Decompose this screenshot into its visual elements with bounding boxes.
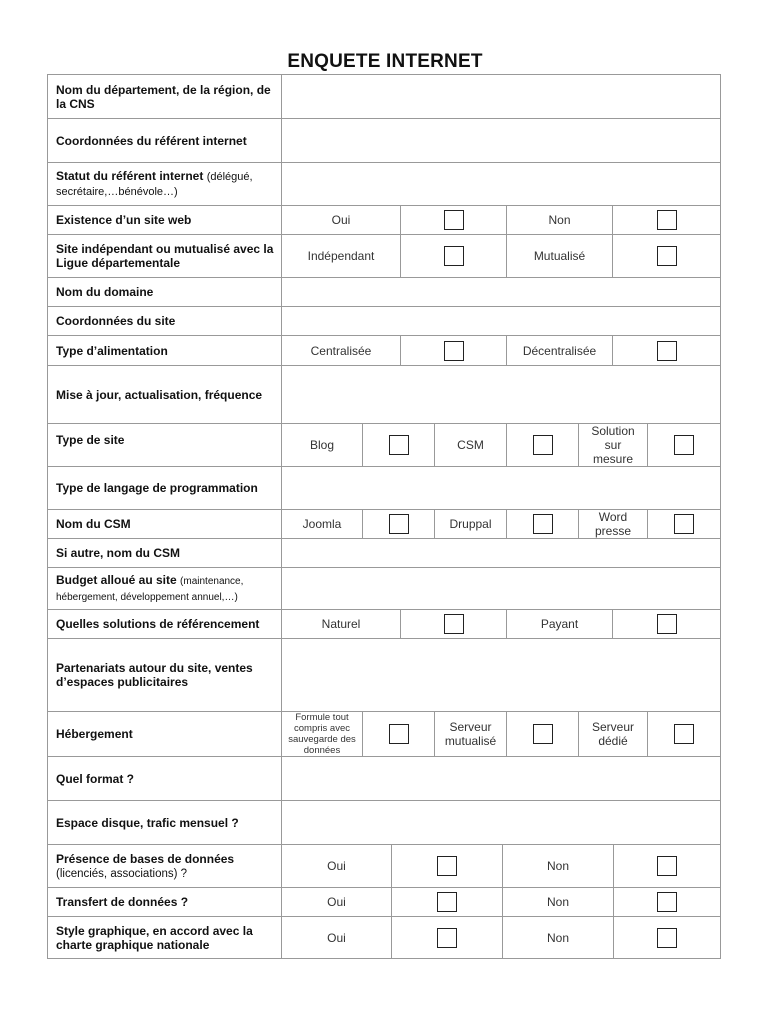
field-departement[interactable] (282, 75, 720, 118)
checkbox-serveur-dedie[interactable] (674, 724, 694, 744)
label-independant: Site indépendant ou mutualisé avec la Ligue départementale (56, 242, 274, 270)
option-independant: Indépendant (282, 235, 401, 277)
option-bdd-oui: Oui (282, 845, 392, 887)
row-style (47, 916, 721, 959)
checkbox-blog[interactable] (389, 435, 409, 455)
option-style-oui: Oui (282, 917, 392, 958)
checkbox-oui[interactable] (444, 210, 464, 230)
field-autre-cms[interactable] (282, 539, 720, 567)
label-bdd: Présence de bases de données (56, 851, 235, 866)
checkbox-formule[interactable] (389, 724, 409, 744)
option-style-non: Non (503, 917, 614, 958)
row-domaine (47, 277, 721, 306)
row-alimentation (47, 335, 721, 365)
row-format (47, 756, 721, 800)
option-oui: Oui (282, 206, 401, 234)
checkbox-transfert-oui[interactable] (437, 892, 457, 912)
label-transfert: Transfert de données ? (56, 895, 189, 909)
row-espace (47, 800, 721, 844)
label-coord-site: Coordonnées du site (56, 314, 176, 328)
option-transfert-non: Non (503, 888, 614, 916)
option-payant: Payant (507, 610, 613, 638)
row-transfert (47, 887, 721, 916)
label-statut: Statut du référent internet (56, 169, 204, 183)
row-partenariats (47, 638, 721, 711)
label-hebergement: Hébergement (56, 727, 133, 741)
checkbox-csm[interactable] (533, 435, 553, 455)
label-departement: Nom du département, de la région, de la CNS (56, 82, 271, 111)
label-domaine: Nom du domaine (56, 285, 154, 299)
option-decentralisee: Décentralisée (507, 336, 613, 365)
checkbox-serveur-mutualise[interactable] (533, 724, 553, 744)
field-partenariats[interactable] (282, 639, 720, 711)
option-centralisee: Centralisée (282, 336, 401, 365)
checkbox-style-non[interactable] (657, 928, 677, 948)
checkbox-wordpress[interactable] (674, 514, 694, 534)
label-referencement: Quelles solutions de référencement (56, 617, 260, 631)
option-mutualise: Mutualisé (507, 235, 613, 277)
label-budget: Budget alloué au site (56, 572, 177, 587)
row-autre-cms (47, 538, 721, 567)
checkbox-druppal[interactable] (533, 514, 553, 534)
label-format: Quel format ? (56, 771, 135, 786)
label-partenariats: Partenariats autour du site, ventes d’espaces publicitaires (56, 661, 253, 689)
option-serveur-mutualise: Serveur mutualisé (435, 712, 507, 756)
checkbox-naturel[interactable] (444, 614, 464, 634)
option-bdd-non: Non (503, 845, 614, 887)
label-autre-cms: Si autre, nom du CSM (56, 546, 181, 560)
checkbox-centralisee[interactable] (444, 341, 464, 361)
label-site-web: Existence d’un site web (56, 213, 192, 227)
option-blog: Blog (282, 424, 363, 466)
label-langage: Type de langage de programmation (56, 481, 258, 495)
option-naturel: Naturel (282, 610, 401, 638)
checkbox-mutualise[interactable] (657, 246, 677, 266)
label-bdd-note: (licenciés, associations) ? (56, 867, 188, 880)
checkbox-bdd-oui[interactable] (437, 856, 457, 876)
option-druppal: Druppal (435, 510, 507, 538)
row-referencement (47, 609, 721, 638)
label-budget-note: (maintenance, hébergement, développement annuel,…) (56, 575, 244, 603)
checkbox-sur-mesure[interactable] (674, 435, 694, 455)
field-coord-site[interactable] (282, 307, 720, 335)
option-serveur-dedie: Serveur dédié (579, 712, 648, 756)
label-type-site: Type de site (56, 433, 125, 447)
option-sur-mesure: Solution sur mesure (579, 424, 648, 466)
option-non: Non (507, 206, 613, 234)
row-statut (47, 162, 721, 205)
page-title: ENQUETE INTERNET (287, 51, 483, 72)
label-alimentation: Type d’alimentation (56, 343, 168, 358)
row-independant (47, 234, 721, 277)
row-cms (47, 509, 721, 538)
row-langage (47, 466, 721, 509)
option-wordpress: Word presse (579, 510, 648, 538)
checkbox-transfert-non[interactable] (657, 892, 677, 912)
label-coord-referent: Coordonnées du référent internet (56, 133, 247, 148)
row-bdd (47, 844, 721, 887)
field-budget[interactable] (282, 568, 720, 609)
checkbox-payant[interactable] (657, 614, 677, 634)
field-domaine[interactable] (282, 278, 720, 306)
label-espace: Espace disque, trafic mensuel ? (56, 815, 239, 830)
label-statut-note: (délégué, secrétaire,…bénévole…) (56, 171, 253, 198)
label-mise-a-jour: Mise à jour, actualisation, fréquence (56, 387, 263, 402)
row-departement (47, 74, 721, 118)
option-joomla: Joomla (282, 510, 363, 538)
row-coord-referent (47, 118, 721, 162)
label-style: Style graphique, en accord avec la charte graphique nationale (56, 923, 253, 952)
field-coord-referent[interactable] (282, 119, 720, 162)
row-type-site (47, 423, 721, 466)
row-coord-site (47, 306, 721, 335)
label-cms: Nom du CSM (56, 517, 131, 531)
checkbox-non[interactable] (657, 210, 677, 230)
row-mise-a-jour (47, 365, 721, 423)
option-transfert-oui: Oui (282, 888, 392, 916)
checkbox-bdd-non[interactable] (657, 856, 677, 876)
checkbox-independant[interactable] (444, 246, 464, 266)
row-hebergement (47, 711, 721, 756)
option-csm: CSM (435, 424, 507, 466)
option-formule: Formule tout compris avec sauvegarde des données (282, 712, 363, 756)
checkbox-joomla[interactable] (389, 514, 409, 534)
field-espace[interactable] (282, 801, 720, 844)
row-site-web (47, 205, 721, 234)
checkbox-style-oui[interactable] (437, 928, 457, 948)
row-budget (47, 567, 721, 609)
field-statut[interactable] (282, 163, 720, 205)
field-format[interactable] (282, 757, 720, 800)
field-langage[interactable] (282, 467, 720, 509)
field-mise-a-jour[interactable] (282, 366, 720, 423)
checkbox-decentralisee[interactable] (657, 341, 677, 361)
